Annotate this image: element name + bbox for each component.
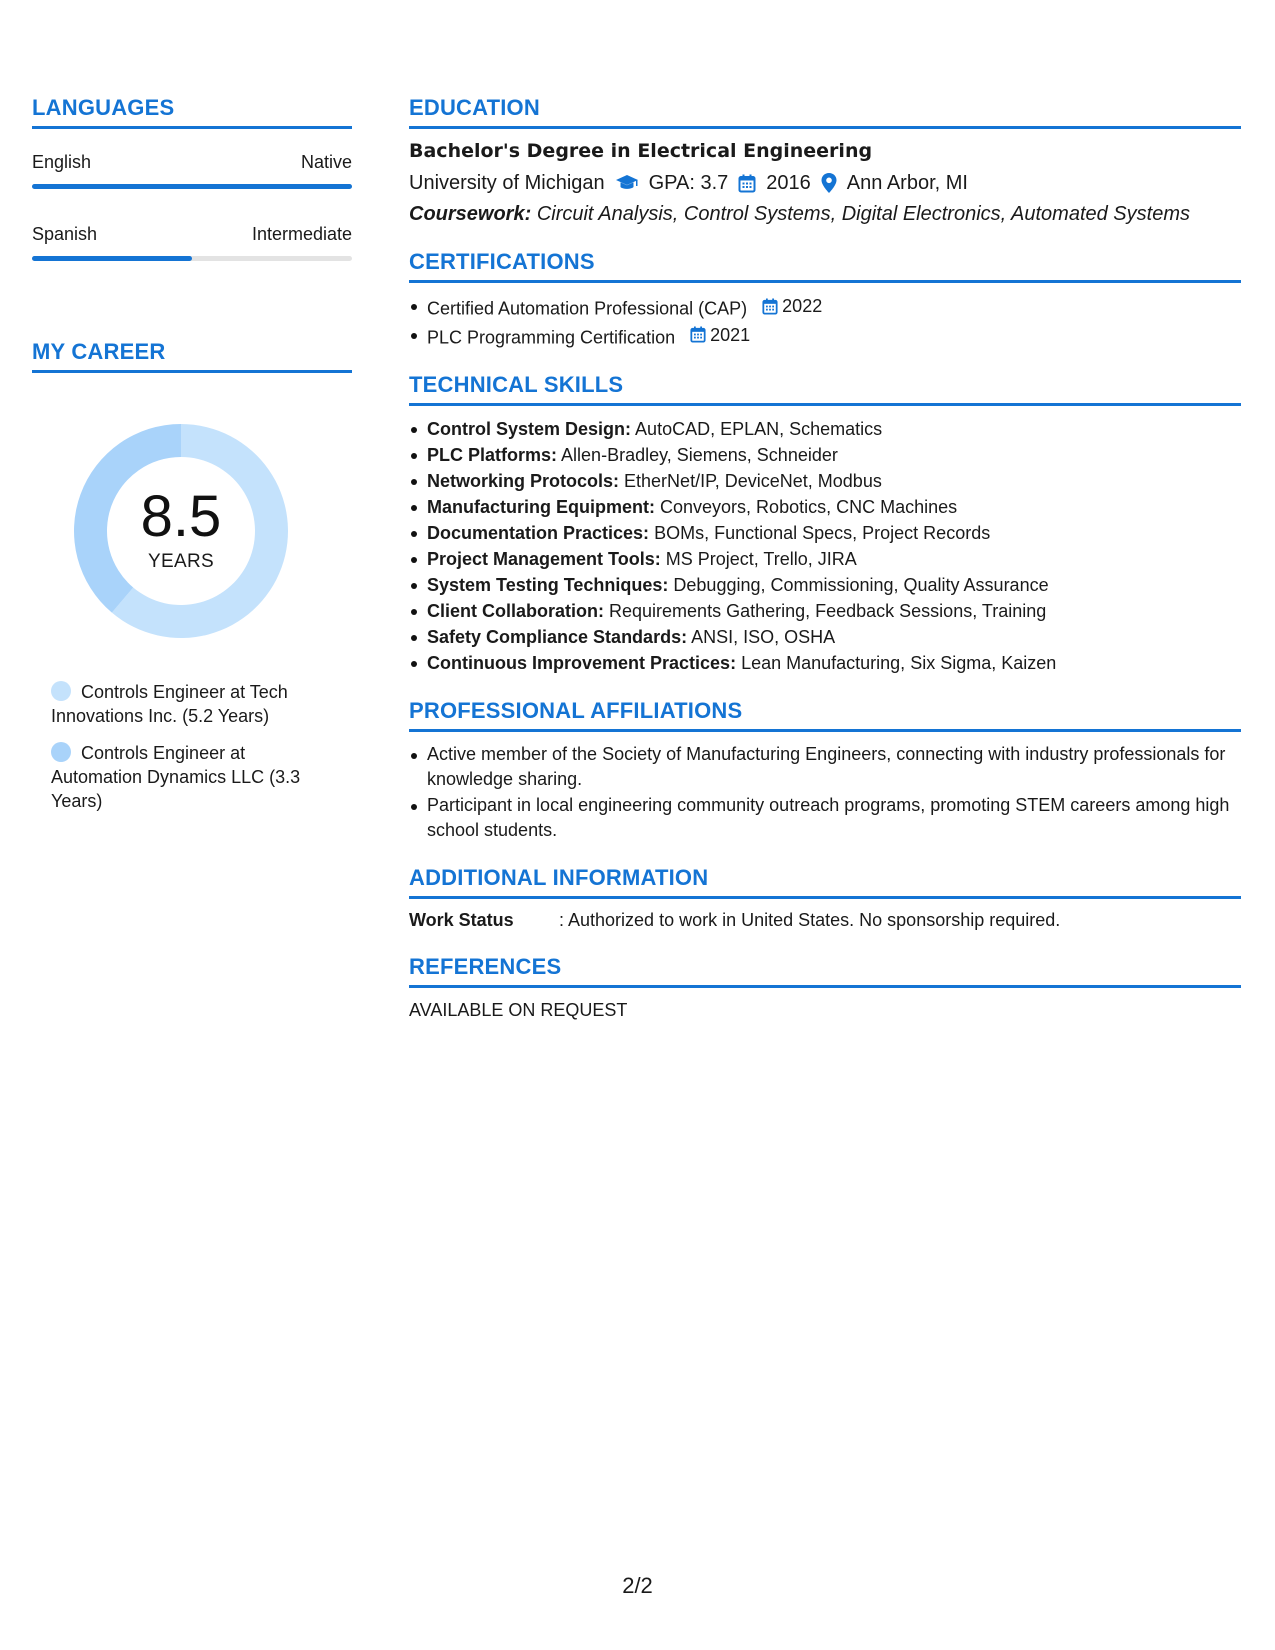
certifications-list bbox=[409, 293, 1241, 350]
list-item bbox=[409, 416, 1241, 442]
list-item bbox=[409, 624, 1241, 650]
page-number: 2/2 bbox=[622, 1573, 653, 1598]
legend-dot-icon bbox=[51, 681, 71, 701]
affiliations-list bbox=[409, 742, 1241, 843]
skill-value: Allen-Bradley, Siemens, Schneider bbox=[561, 445, 838, 465]
language-item bbox=[32, 223, 352, 261]
location-pin-icon bbox=[821, 173, 837, 193]
references-title: REFERENCES bbox=[409, 954, 1241, 988]
certification-year: 2021 bbox=[710, 324, 751, 345]
coursework-label: Coursework: bbox=[409, 203, 532, 225]
list-item bbox=[409, 650, 1241, 676]
calendar-icon bbox=[762, 298, 778, 315]
coursework-list: Circuit Analysis, Control Systems, Digital Electronics, Automated Systems bbox=[536, 203, 1190, 225]
skills-list bbox=[409, 416, 1241, 676]
career-total-years: 8.5 bbox=[140, 484, 222, 549]
skill-value: Requirements Gathering, Feedback Sessions, Training bbox=[609, 601, 1047, 621]
legend-item bbox=[51, 741, 321, 813]
skill-value: Lean Manufacturing, Six Sigma, Kaizen bbox=[741, 653, 1057, 673]
education-title: EDUCATION bbox=[409, 95, 1241, 129]
list-item: Active member of the Society of Manufacturing Engineers, connecting with industry professionals for knowledge sharing. bbox=[409, 742, 1241, 792]
certifications-title: CERTIFICATIONS bbox=[409, 249, 1241, 283]
education-coursework bbox=[409, 201, 1241, 227]
career-title: MY CAREER bbox=[32, 339, 352, 373]
work-status-value: : Authorized to work in United States. No sponsorship required. bbox=[559, 910, 1061, 930]
skill-value: Debugging, Commissioning, Quality Assurance bbox=[673, 575, 1049, 595]
education-school: University of Michigan bbox=[409, 172, 605, 194]
calendar-icon bbox=[738, 174, 756, 193]
affiliations-title: PROFESSIONAL AFFILIATIONS bbox=[409, 698, 1241, 732]
list-item bbox=[409, 520, 1241, 546]
work-status-label: Work Status bbox=[409, 910, 514, 930]
education-degree: Bachelor's Degree in Electrical Engineering bbox=[409, 140, 873, 162]
language-name: English bbox=[32, 152, 92, 172]
language-level: Intermediate bbox=[251, 224, 352, 244]
language-level: Native bbox=[300, 152, 352, 172]
education-meta bbox=[409, 170, 1241, 196]
skill-label: Networking Protocols: bbox=[427, 471, 620, 491]
legend-item bbox=[51, 680, 321, 728]
language-proficiency-bar bbox=[32, 256, 352, 261]
affiliations-section bbox=[409, 698, 1241, 843]
skill-value: MS Project, Trello, JIRA bbox=[665, 549, 857, 569]
certification-name: PLC Programming Certification bbox=[427, 327, 676, 347]
education-location: Ann Arbor, MI bbox=[846, 172, 968, 194]
list-item bbox=[409, 293, 1241, 322]
skills-section bbox=[409, 372, 1241, 676]
legend-label: Controls Engineer at Automation Dynamics LLC (3.3 Years) bbox=[51, 743, 301, 811]
legend-dot-icon bbox=[51, 742, 71, 762]
left-column bbox=[32, 95, 352, 826]
references-section bbox=[409, 954, 1241, 1022]
list-item bbox=[409, 442, 1241, 468]
list-item bbox=[409, 494, 1241, 520]
legend-label: Controls Engineer at Tech Innovations Inc. (5.2 Years) bbox=[51, 682, 288, 726]
graduation-cap-icon bbox=[615, 174, 639, 192]
language-proficiency-fill bbox=[32, 256, 192, 261]
language-proficiency-fill bbox=[32, 184, 352, 189]
skill-label: Manufacturing Equipment: bbox=[427, 497, 655, 517]
list-item bbox=[409, 572, 1241, 598]
skill-value: BOMs, Functional Specs, Project Records bbox=[654, 523, 991, 543]
career-donut-chart bbox=[66, 416, 296, 646]
additional-info-section bbox=[409, 865, 1241, 932]
calendar-icon bbox=[690, 326, 706, 343]
language-item bbox=[32, 151, 352, 189]
skill-label: System Testing Techniques: bbox=[427, 575, 669, 595]
language-name: Spanish bbox=[32, 224, 98, 244]
skill-label: Continuous Improvement Practices: bbox=[427, 653, 737, 673]
education-gpa: GPA: 3.7 bbox=[648, 172, 729, 194]
work-status-row bbox=[409, 908, 1241, 932]
education-section bbox=[409, 95, 1241, 227]
skill-label: Control System Design: bbox=[427, 419, 632, 439]
additional-info-title: ADDITIONAL INFORMATION bbox=[409, 865, 1241, 899]
skills-title: TECHNICAL SKILLS bbox=[409, 372, 1241, 406]
right-column bbox=[409, 95, 1241, 1022]
languages-title: LANGUAGES bbox=[32, 95, 352, 129]
career-total-unit: YEARS bbox=[148, 551, 214, 572]
language-proficiency-bar bbox=[32, 184, 352, 189]
skill-label: Documentation Practices: bbox=[427, 523, 650, 543]
education-year: 2016 bbox=[766, 172, 811, 194]
skill-label: Client Collaboration: bbox=[427, 601, 604, 621]
list-item bbox=[409, 468, 1241, 494]
skill-value: Conveyors, Robotics, CNC Machines bbox=[660, 497, 958, 517]
skill-value: EtherNet/IP, DeviceNet, Modbus bbox=[624, 471, 882, 491]
career-legend bbox=[51, 680, 321, 813]
certification-name: Certified Automation Professional (CAP) bbox=[427, 298, 748, 319]
list-item bbox=[409, 322, 1241, 351]
skill-value: AutoCAD, EPLAN, Schematics bbox=[635, 419, 883, 439]
references-text: AVAILABLE ON REQUEST bbox=[409, 1000, 628, 1020]
list-item: Participant in local engineering community outreach programs, promoting STEM careers among high school students. bbox=[409, 793, 1241, 843]
list-item bbox=[409, 546, 1241, 572]
skill-label: Safety Compliance Standards: bbox=[427, 627, 688, 647]
list-item bbox=[409, 598, 1241, 624]
skill-value: ANSI, ISO, OSHA bbox=[691, 627, 836, 647]
certifications-section bbox=[409, 249, 1241, 350]
certification-year: 2022 bbox=[782, 296, 823, 316]
skill-label: Project Management Tools: bbox=[427, 549, 661, 569]
skill-label: PLC Platforms: bbox=[427, 445, 558, 465]
